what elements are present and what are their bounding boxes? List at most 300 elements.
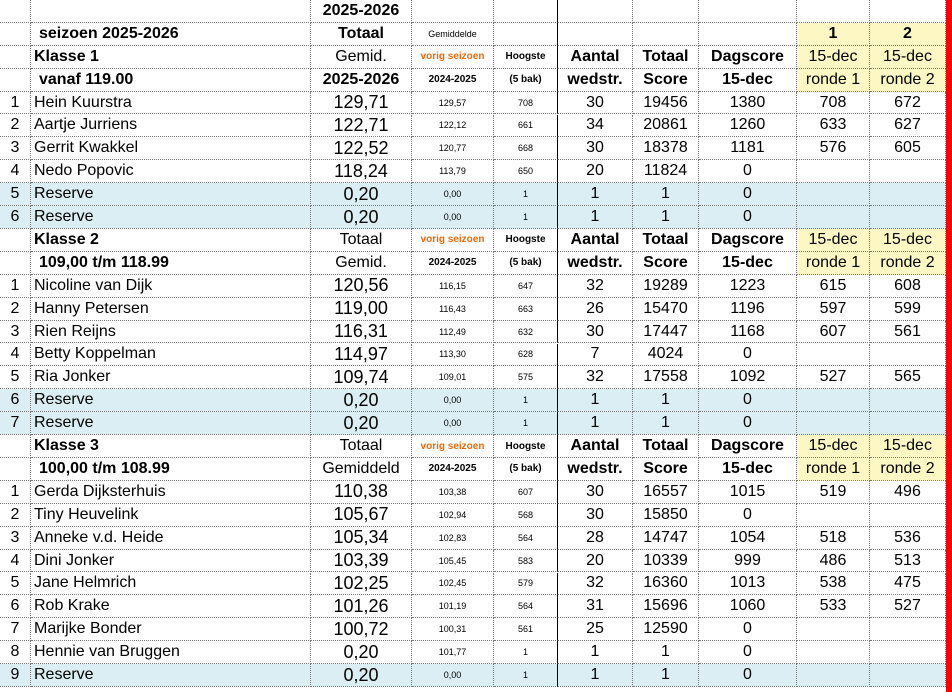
class-range[interactable]: 109,00 t/m 118.99 [31,252,311,275]
average-cell[interactable]: 0,20 [311,206,412,229]
round-2-cell[interactable] [870,160,946,183]
round-2-cell[interactable]: 605 [870,137,946,160]
rank-cell[interactable]: 7 [0,412,31,435]
average-cell[interactable]: 100,72 [311,618,412,641]
round-2-cell[interactable]: 565 [870,366,946,389]
highest-cell[interactable]: 1 [494,641,558,664]
round-2-cell[interactable] [870,618,946,641]
round-2-cell[interactable] [870,206,946,229]
previous-season-header[interactable]: vorig seizoen [412,46,494,69]
games-header[interactable]: Aantal [558,46,633,69]
round-1-cell[interactable]: 538 [797,573,870,596]
round-date-1[interactable]: 15-dec [797,229,870,252]
empty-cell[interactable] [0,46,31,69]
round-2-cell[interactable]: 561 [870,321,946,344]
empty-cell[interactable] [699,23,797,46]
previous-season-subheader[interactable]: 2024-2025 [412,458,494,481]
empty-cell[interactable] [0,0,31,23]
round-1-cell[interactable]: 615 [797,275,870,298]
round-2-cell[interactable] [870,344,946,367]
round-2-cell[interactable]: 475 [870,573,946,596]
average-cell[interactable]: 0,20 [311,183,412,206]
highest-cell[interactable]: 561 [494,618,558,641]
dayscore-cell[interactable]: 0 [699,412,797,435]
round-1-label[interactable]: ronde 1 [797,69,870,92]
games-cell[interactable]: 20 [558,160,633,183]
dayscore-cell[interactable]: 1013 [699,573,797,596]
games-cell[interactable]: 1 [558,183,633,206]
round-2-label[interactable]: ronde 2 [870,69,946,92]
round-1-cell[interactable] [797,641,870,664]
season-year-cell[interactable]: 2025-2026 [311,0,412,23]
previous-season-cell[interactable]: 102,45 [412,573,494,596]
round-1-cell[interactable] [797,344,870,367]
games-cell[interactable]: 32 [558,366,633,389]
dayscore-cell[interactable]: 0 [699,641,797,664]
previous-season-cell[interactable]: 101,77 [412,641,494,664]
total-subheader[interactable]: Score [633,458,699,481]
empty-cell[interactable] [0,23,31,46]
total-header[interactable]: Totaal [633,229,699,252]
dayscore-cell[interactable]: 1092 [699,366,797,389]
score-cell[interactable]: 14747 [633,527,699,550]
empty-cell[interactable] [797,0,870,23]
class-title[interactable]: Klasse 3 [31,435,311,458]
dayscore-cell[interactable]: 0 [699,664,797,687]
round-2-label[interactable]: ronde 2 [870,252,946,275]
round-2-cell[interactable] [870,412,946,435]
round-1-cell[interactable]: 708 [797,92,870,115]
empty-cell[interactable] [0,458,31,481]
dayscore-header[interactable]: Dagscore [699,435,797,458]
round-2-cell[interactable]: 527 [870,595,946,618]
score-cell[interactable]: 1 [633,664,699,687]
average-cell[interactable]: 0,20 [311,412,412,435]
round-date-2[interactable]: 15-dec [870,435,946,458]
round-2-label[interactable]: ronde 2 [870,458,946,481]
rank-cell[interactable]: 2 [0,298,31,321]
empty-cell[interactable] [494,23,558,46]
previous-season-cell[interactable]: 113,30 [412,344,494,367]
round-1-cell[interactable] [797,504,870,527]
dayscore-cell[interactable]: 1380 [699,92,797,115]
highest-header[interactable]: Hoogste [494,435,558,458]
round-2-header[interactable]: 2 [870,23,946,46]
totaal-header[interactable]: Totaal [311,23,412,46]
previous-season-cell[interactable]: 116,43 [412,298,494,321]
player-name-cell[interactable]: Reserve [31,183,311,206]
dayscore-cell[interactable]: 1015 [699,481,797,504]
games-subheader[interactable]: wedstr. [558,69,633,92]
player-name-cell[interactable]: Tiny Heuvelink [31,504,311,527]
dayscore-subheader[interactable]: 15-dec [699,458,797,481]
highest-cell[interactable]: 564 [494,595,558,618]
score-cell[interactable]: 1 [633,206,699,229]
dayscore-subheader[interactable]: 15-dec [699,69,797,92]
round-2-cell[interactable]: 513 [870,550,946,573]
highest-subheader[interactable]: (5 bak) [494,458,558,481]
score-cell[interactable]: 4024 [633,344,699,367]
games-cell[interactable]: 30 [558,481,633,504]
dayscore-cell[interactable]: 0 [699,344,797,367]
score-cell[interactable]: 19289 [633,275,699,298]
games-cell[interactable]: 30 [558,137,633,160]
highest-cell[interactable]: 568 [494,504,558,527]
round-1-cell[interactable] [797,618,870,641]
average-cell[interactable]: 102,25 [311,573,412,596]
average-cell[interactable]: 116,31 [311,321,412,344]
player-name-cell[interactable]: Gerrit Kwakkel [31,137,311,160]
dayscore-cell[interactable]: 1181 [699,137,797,160]
rank-cell[interactable]: 2 [0,504,31,527]
rank-cell[interactable]: 4 [0,344,31,367]
highest-cell[interactable]: 579 [494,573,558,596]
round-2-cell[interactable] [870,183,946,206]
round-2-cell[interactable] [870,389,946,412]
dayscore-cell[interactable]: 1223 [699,275,797,298]
round-1-cell[interactable]: 518 [797,527,870,550]
highest-subheader[interactable]: (5 bak) [494,69,558,92]
average-subheader[interactable]: Gemiddeld [311,458,412,481]
score-cell[interactable]: 16360 [633,573,699,596]
round-2-cell[interactable] [870,664,946,687]
games-cell[interactable]: 20 [558,550,633,573]
round-1-cell[interactable]: 597 [797,298,870,321]
highest-cell[interactable]: 583 [494,550,558,573]
highest-cell[interactable]: 1 [494,389,558,412]
rank-cell[interactable]: 1 [0,275,31,298]
highest-cell[interactable]: 1 [494,183,558,206]
round-1-cell[interactable]: 533 [797,595,870,618]
empty-cell[interactable] [0,435,31,458]
score-cell[interactable]: 15470 [633,298,699,321]
games-header[interactable]: Aantal [558,435,633,458]
player-name-cell[interactable]: Nicoline van Dijk [31,275,311,298]
score-cell[interactable]: 10339 [633,550,699,573]
player-name-cell[interactable]: Reserve [31,389,311,412]
average-header[interactable]: Totaal [311,435,412,458]
previous-season-cell[interactable]: 102,83 [412,527,494,550]
score-cell[interactable]: 12590 [633,618,699,641]
average-cell[interactable]: 118,24 [311,160,412,183]
games-cell[interactable]: 30 [558,92,633,115]
average-cell[interactable]: 120,56 [311,275,412,298]
rank-cell[interactable]: 7 [0,618,31,641]
score-cell[interactable]: 17447 [633,321,699,344]
score-cell[interactable]: 1 [633,183,699,206]
average-cell[interactable]: 0,20 [311,389,412,412]
dayscore-cell[interactable]: 1168 [699,321,797,344]
average-cell[interactable]: 122,52 [311,137,412,160]
highest-cell[interactable]: 575 [494,366,558,389]
rank-cell[interactable]: 4 [0,550,31,573]
player-name-cell[interactable]: Marijke Bonder [31,618,311,641]
rank-cell[interactable]: 1 [0,481,31,504]
dayscore-cell[interactable]: 0 [699,618,797,641]
round-2-cell[interactable]: 496 [870,481,946,504]
player-name-cell[interactable]: Rien Reijns [31,321,311,344]
rank-cell[interactable]: 2 [0,115,31,138]
score-cell[interactable]: 15696 [633,595,699,618]
average-subheader[interactable]: Gemid. [311,252,412,275]
games-cell[interactable]: 25 [558,618,633,641]
dayscore-cell[interactable]: 999 [699,550,797,573]
class-title[interactable]: Klasse 2 [31,229,311,252]
class-range[interactable]: 100,00 t/m 108.99 [31,458,311,481]
empty-cell[interactable] [558,0,633,23]
previous-season-cell[interactable]: 109,01 [412,366,494,389]
previous-season-cell[interactable]: 102,94 [412,504,494,527]
player-name-cell[interactable]: Dini Jonker [31,550,311,573]
round-date-2[interactable]: 15-dec [870,229,946,252]
dayscore-cell[interactable]: 1060 [699,595,797,618]
highest-cell[interactable]: 663 [494,298,558,321]
empty-cell[interactable] [558,23,633,46]
average-cell[interactable]: 0,20 [311,664,412,687]
dayscore-cell[interactable]: 1196 [699,298,797,321]
average-cell[interactable]: 0,20 [311,641,412,664]
dayscore-cell[interactable]: 0 [699,206,797,229]
rank-cell[interactable]: 3 [0,321,31,344]
round-1-cell[interactable]: 633 [797,115,870,138]
player-name-cell[interactable]: Anneke v.d. Heide [31,527,311,550]
dayscore-cell[interactable]: 0 [699,504,797,527]
score-cell[interactable]: 11824 [633,160,699,183]
dayscore-header[interactable]: Dagscore [699,229,797,252]
total-header[interactable]: Totaal [633,435,699,458]
player-name-cell[interactable]: Betty Koppelman [31,344,311,367]
empty-cell[interactable] [0,69,31,92]
player-name-cell[interactable]: Hanny Petersen [31,298,311,321]
previous-season-cell[interactable]: 0,00 [412,206,494,229]
dayscore-cell[interactable]: 0 [699,389,797,412]
empty-cell[interactable] [31,0,311,23]
highest-cell[interactable]: 564 [494,527,558,550]
highest-cell[interactable]: 647 [494,275,558,298]
player-name-cell[interactable]: Hennie van Bruggen [31,641,311,664]
highest-cell[interactable]: 1 [494,664,558,687]
rank-cell[interactable]: 6 [0,206,31,229]
previous-season-cell[interactable]: 105,45 [412,550,494,573]
dayscore-cell[interactable]: 0 [699,183,797,206]
previous-season-cell[interactable]: 0,00 [412,664,494,687]
round-date-1[interactable]: 15-dec [797,435,870,458]
rank-cell[interactable]: 3 [0,137,31,160]
previous-season-cell[interactable]: 112,49 [412,321,494,344]
gemiddelde-header[interactable]: Gemiddelde [412,23,494,46]
highest-cell[interactable]: 628 [494,344,558,367]
total-header[interactable]: Totaal [633,46,699,69]
dayscore-cell[interactable]: 1054 [699,527,797,550]
games-subheader[interactable]: wedstr. [558,252,633,275]
highest-subheader[interactable]: (5 bak) [494,252,558,275]
round-2-cell[interactable]: 599 [870,298,946,321]
round-1-cell[interactable] [797,664,870,687]
games-subheader[interactable]: wedstr. [558,458,633,481]
round-1-cell[interactable] [797,160,870,183]
score-cell[interactable]: 1 [633,412,699,435]
rank-cell[interactable]: 5 [0,366,31,389]
highest-cell[interactable]: 661 [494,115,558,138]
average-cell[interactable]: 129,71 [311,92,412,115]
round-2-cell[interactable]: 536 [870,527,946,550]
round-1-cell[interactable]: 576 [797,137,870,160]
average-subheader[interactable]: 2025-2026 [311,69,412,92]
rank-cell[interactable]: 4 [0,160,31,183]
round-date-1[interactable]: 15-dec [797,46,870,69]
games-cell[interactable]: 1 [558,389,633,412]
rank-cell[interactable]: 6 [0,389,31,412]
previous-season-header[interactable]: vorig seizoen [412,435,494,458]
average-cell[interactable]: 105,34 [311,527,412,550]
player-name-cell[interactable]: Reserve [31,206,311,229]
average-header[interactable]: Gemid. [311,46,412,69]
average-cell[interactable]: 119,00 [311,298,412,321]
empty-cell[interactable] [633,0,699,23]
rank-cell[interactable]: 8 [0,641,31,664]
average-cell[interactable]: 101,26 [311,595,412,618]
dayscore-cell[interactable]: 0 [699,160,797,183]
round-1-cell[interactable]: 519 [797,481,870,504]
score-cell[interactable]: 17558 [633,366,699,389]
round-1-cell[interactable]: 607 [797,321,870,344]
games-cell[interactable]: 32 [558,275,633,298]
rank-cell[interactable]: 9 [0,664,31,687]
player-name-cell[interactable]: Rob Krake [31,595,311,618]
games-cell[interactable]: 1 [558,641,633,664]
empty-cell[interactable] [0,229,31,252]
highest-cell[interactable]: 650 [494,160,558,183]
average-cell[interactable]: 109,74 [311,366,412,389]
games-cell[interactable]: 1 [558,206,633,229]
dayscore-subheader[interactable]: 15-dec [699,252,797,275]
games-cell[interactable]: 1 [558,664,633,687]
round-1-label[interactable]: ronde 1 [797,458,870,481]
previous-season-cell[interactable]: 129,57 [412,92,494,115]
player-name-cell[interactable]: Nedo Popovic [31,160,311,183]
highest-cell[interactable]: 607 [494,481,558,504]
round-date-2[interactable]: 15-dec [870,46,946,69]
rank-cell[interactable]: 5 [0,573,31,596]
games-cell[interactable]: 7 [558,344,633,367]
highest-cell[interactable]: 632 [494,321,558,344]
score-cell[interactable]: 15850 [633,504,699,527]
player-name-cell[interactable]: Ria Jonker [31,366,311,389]
highest-header[interactable]: Hoogste [494,229,558,252]
average-header[interactable]: Totaal [311,229,412,252]
games-cell[interactable]: 26 [558,298,633,321]
previous-season-cell[interactable]: 0,00 [412,389,494,412]
previous-season-subheader[interactable]: 2024-2025 [412,69,494,92]
rank-cell[interactable]: 5 [0,183,31,206]
empty-cell[interactable] [0,252,31,275]
average-cell[interactable]: 105,67 [311,504,412,527]
average-cell[interactable]: 103,39 [311,550,412,573]
round-1-cell[interactable] [797,183,870,206]
empty-cell[interactable] [494,0,558,23]
highest-cell[interactable]: 668 [494,137,558,160]
highest-cell[interactable]: 708 [494,92,558,115]
round-1-cell[interactable] [797,206,870,229]
games-cell[interactable]: 28 [558,527,633,550]
previous-season-cell[interactable]: 116,15 [412,275,494,298]
round-2-cell[interactable]: 672 [870,92,946,115]
score-cell[interactable]: 20861 [633,115,699,138]
round-1-label[interactable]: ronde 1 [797,252,870,275]
rank-cell[interactable]: 6 [0,595,31,618]
player-name-cell[interactable]: Jane Helmrich [31,573,311,596]
previous-season-cell[interactable]: 0,00 [412,183,494,206]
round-2-cell[interactable]: 627 [870,115,946,138]
games-cell[interactable]: 32 [558,573,633,596]
empty-cell[interactable] [699,0,797,23]
average-cell[interactable]: 122,71 [311,115,412,138]
score-cell[interactable]: 1 [633,389,699,412]
rank-cell[interactable]: 1 [0,92,31,115]
score-cell[interactable]: 16557 [633,481,699,504]
previous-season-cell[interactable]: 100,31 [412,618,494,641]
previous-season-header[interactable]: vorig seizoen [412,229,494,252]
player-name-cell[interactable]: Reserve [31,412,311,435]
previous-season-cell[interactable]: 113,79 [412,160,494,183]
round-2-cell[interactable] [870,504,946,527]
player-name-cell[interactable]: Reserve [31,664,311,687]
total-subheader[interactable]: Score [633,252,699,275]
games-cell[interactable]: 34 [558,115,633,138]
season-label[interactable]: seizoen 2025-2026 [31,23,311,46]
score-cell[interactable]: 19456 [633,92,699,115]
round-1-header[interactable]: 1 [797,23,870,46]
games-cell[interactable]: 30 [558,504,633,527]
player-name-cell[interactable]: Hein Kuurstra [31,92,311,115]
games-cell[interactable]: 1 [558,412,633,435]
average-cell[interactable]: 110,38 [311,481,412,504]
previous-season-cell[interactable]: 0,00 [412,412,494,435]
highest-cell[interactable]: 1 [494,206,558,229]
rank-cell[interactable]: 3 [0,527,31,550]
games-header[interactable]: Aantal [558,229,633,252]
round-1-cell[interactable] [797,412,870,435]
round-1-cell[interactable] [797,389,870,412]
previous-season-subheader[interactable]: 2024-2025 [412,252,494,275]
class-range[interactable]: vanaf 119.00 [31,69,311,92]
round-1-cell[interactable]: 527 [797,366,870,389]
previous-season-cell[interactable]: 120,77 [412,137,494,160]
empty-cell[interactable] [633,23,699,46]
average-cell[interactable]: 114,97 [311,344,412,367]
player-name-cell[interactable]: Gerda Dijksterhuis [31,481,311,504]
score-cell[interactable]: 1 [633,641,699,664]
highest-cell[interactable]: 1 [494,412,558,435]
round-2-cell[interactable]: 608 [870,275,946,298]
highest-header[interactable]: Hoogste [494,46,558,69]
empty-cell[interactable] [412,0,494,23]
empty-cell[interactable] [870,0,946,23]
previous-season-cell[interactable]: 101,19 [412,595,494,618]
previous-season-cell[interactable]: 103,38 [412,481,494,504]
games-cell[interactable]: 31 [558,595,633,618]
round-2-cell[interactable] [870,641,946,664]
games-cell[interactable]: 30 [558,321,633,344]
score-cell[interactable]: 18378 [633,137,699,160]
previous-season-cell[interactable]: 122,12 [412,115,494,138]
dayscore-header[interactable]: Dagscore [699,46,797,69]
class-title[interactable]: Klasse 1 [31,46,311,69]
round-1-cell[interactable]: 486 [797,550,870,573]
total-subheader[interactable]: Score [633,69,699,92]
dayscore-cell[interactable]: 1260 [699,115,797,138]
player-name-cell[interactable]: Aartje Jurriens [31,115,311,138]
